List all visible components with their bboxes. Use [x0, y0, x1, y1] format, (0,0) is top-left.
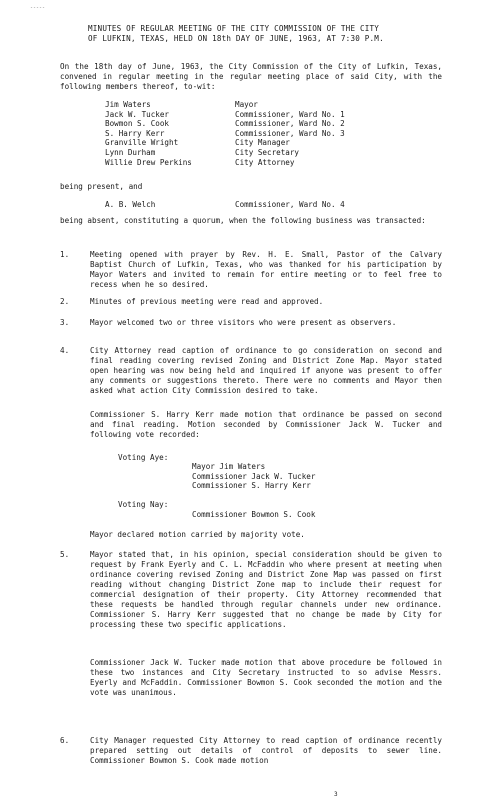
- item4-motion: Commissioner S. Harry Kerr made motion that ordinance be passed on second and final reading. Motion seconded by Commissioner Jack W. Tucker and following vote recorded:: [90, 410, 442, 439]
- agenda-item: [60, 346, 442, 396]
- intro-paragraph: On the 18th day of June, 1963, the City Commission of the City of Lufkin, Texas, convened in regular meeting in the regular meeting place of said City, with the following members thereof, to-wit:: [60, 62, 442, 91]
- item5-followup: Commissioner Jack W. Tucker made motion that above procedure be followed in these two instances and City Secretary instructed to so advise Messrs. Eyerly and McFaddin. Commissioner Bowmon S. Cook seconded the motion and the vote was unanimous.: [90, 658, 442, 697]
- voting-nay-label: Voting Nay:: [118, 500, 169, 509]
- absent-paragraph: being absent, constituting a quorum, when the following business was transacted:: [60, 216, 426, 225]
- member-role: Commissioner, Ward No. 3: [235, 128, 345, 138]
- member-name: Willie Drew Perkins: [105, 157, 192, 167]
- member-role: City Attorney: [235, 157, 295, 167]
- item-text: City Manager requested City Attorney to read caption of ordinance recently prepared setting out details of control of deposits to sewer line. Commissioner Bowmon S. Cook made motion: [90, 736, 442, 765]
- title-line-1: MINUTES OF REGULAR MEETING OF THE CITY COMMISSION OF THE CITY: [88, 24, 380, 33]
- voting-aye-list: [192, 462, 315, 491]
- member-row: [105, 138, 435, 148]
- member-row: [105, 129, 435, 139]
- member-row: [105, 158, 435, 168]
- member-role: Mayor: [235, 100, 258, 109]
- absent-member-name: A. B. Welch: [105, 200, 156, 209]
- voter-name: Commissioner Bowmon S. Cook: [192, 510, 316, 519]
- voting-nay-list: [192, 510, 315, 520]
- corner-mark: -----: [30, 5, 46, 11]
- item-text: Minutes of previous meeting were read and approved.: [90, 297, 324, 306]
- voter-name: Commissioner Jack W. Tucker: [192, 471, 316, 481]
- title-line-2: OF LUFKIN, TEXAS, HELD ON 18th DAY OF JUNE, 1963, AT 7:30 P.M.: [88, 34, 384, 43]
- item-text: Meeting opened with prayer by Rev. H. E. Small, Pastor of the Calvary Baptist Church of Lufkin, Texas, who was thanked for his participation by Mayor Waters and invited to remain for entire meeting or to feel free to recess when he so desired.: [90, 250, 442, 289]
- member-name: Lynn Durham: [105, 147, 156, 157]
- absent-member-row: [105, 200, 435, 210]
- voting-aye-label: Voting Aye:: [118, 453, 169, 462]
- member-name: Bowmon S. Cook: [105, 119, 170, 129]
- item-number: 6.: [60, 736, 70, 745]
- absent-member-role: Commissioner, Ward No. 4: [235, 200, 345, 209]
- member-role: City Manager: [235, 138, 290, 148]
- member-name: Jim Waters: [105, 100, 151, 109]
- member-role: City Secretary: [235, 147, 300, 157]
- voter-name: Commissioner S. Harry Kerr: [192, 481, 311, 491]
- members-present-list: [105, 100, 435, 167]
- item-text: Mayor stated that, in his opinion, special consideration should be given to request by Frank Eyerly and C. L. McFaddin who where present at meeting when ordinance covering revised Zoning and District Zone Map was passed on first reading without changing District Zone map to include their request for commercial designation of their property. City Attorney recommended that these requests be handled through regular channels under new ordinance. Commissioner S. Harry Kerr suggested that no change be made by City for processing these two specific applications.: [90, 550, 442, 629]
- item-text: City Attorney read caption of ordinance to go consideration on second and final reading covering revised Zoning and District Zone Map. Mayor stated open hearing was now being held and inquired if anyone was present to offer any comments or suggestions thereto. There were no comments and Mayor then asked what action City Commission desired to take.: [90, 346, 442, 395]
- document-title: [88, 24, 448, 44]
- item-number: 4.: [60, 346, 70, 355]
- agenda-item: [60, 318, 442, 328]
- agenda-item: [60, 297, 442, 307]
- agenda-item: [60, 250, 442, 290]
- agenda-item: [60, 550, 442, 630]
- member-name: Jack W. Tucker: [105, 109, 170, 119]
- member-name: Granville Wright: [105, 138, 179, 148]
- item-number: 1.: [60, 250, 70, 259]
- being-present-text: being present, and: [60, 182, 143, 191]
- agenda-item: [60, 736, 442, 766]
- member-row: [105, 119, 435, 129]
- item-number: 2.: [60, 297, 70, 306]
- member-row: [105, 110, 435, 120]
- member-role: Commissioner, Ward No. 2: [235, 119, 345, 129]
- item4-result: Mayor declared motion carried by majority vote.: [90, 530, 305, 539]
- page-mark: 3: [334, 791, 338, 798]
- member-role: Commissioner, Ward No. 1: [235, 109, 345, 119]
- item-number: 3.: [60, 318, 70, 327]
- member-row: [105, 148, 435, 158]
- member-row: [105, 100, 435, 110]
- voter-name: Mayor Jim Waters: [192, 462, 266, 471]
- item-text: Mayor welcomed two or three visitors who were present as observers.: [90, 318, 397, 327]
- member-name: S. Harry Kerr: [105, 128, 165, 138]
- item-number: 5.: [60, 550, 70, 559]
